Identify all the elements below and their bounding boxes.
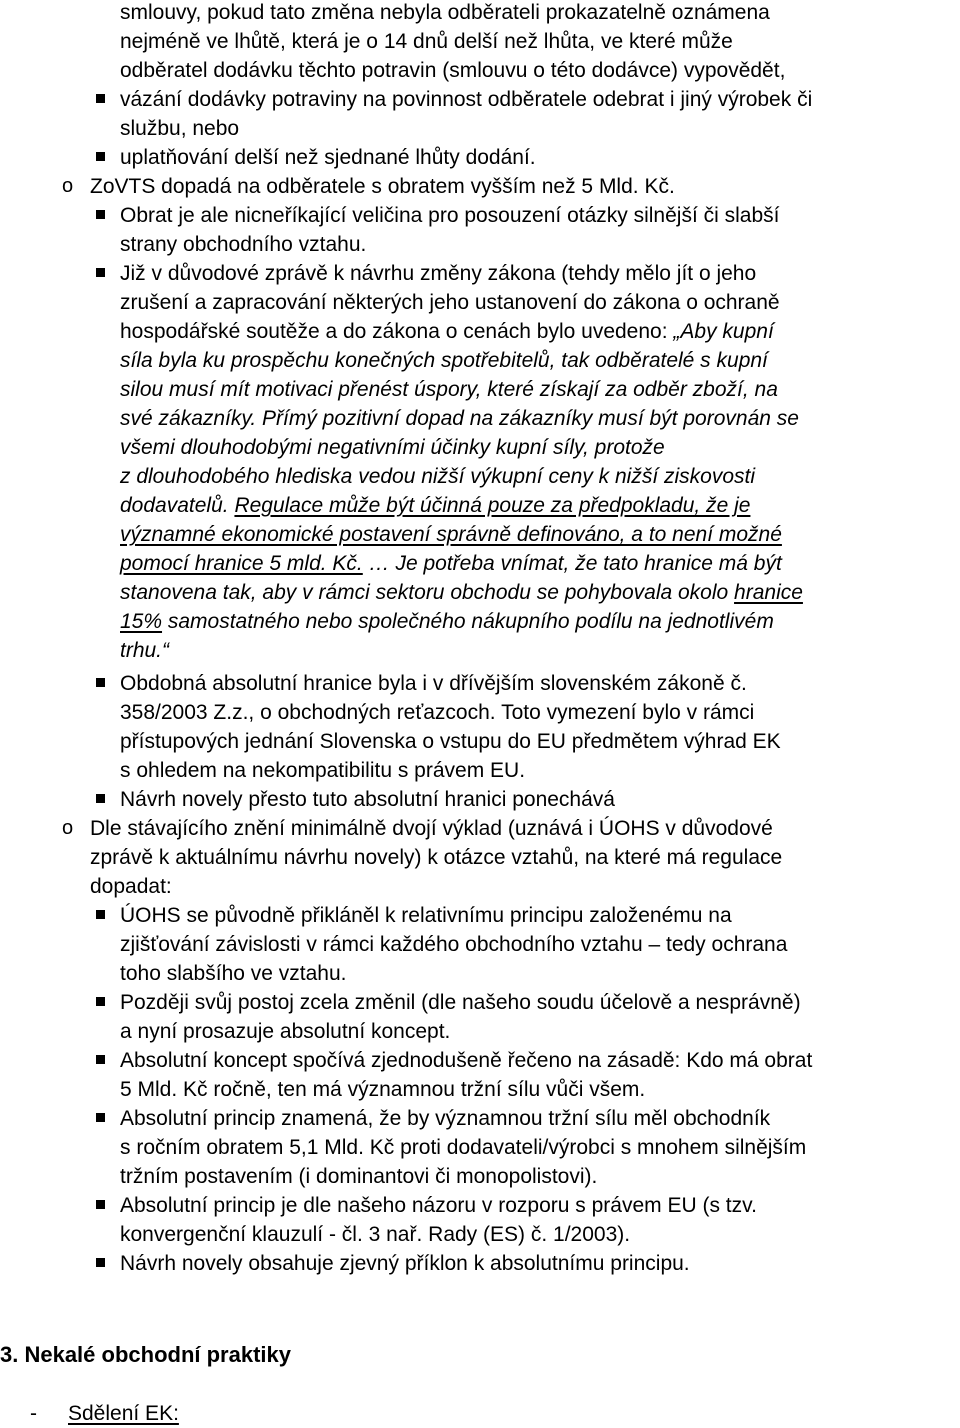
text-line: s ohledem na nekompatibilitu s právem EU. — [120, 759, 526, 782]
circle-bullet-icon: o — [62, 175, 74, 197]
square-bullet-icon — [94, 85, 108, 114]
square-bullet-icon — [94, 1249, 108, 1278]
quote-line — [120, 549, 782, 578]
text-line: dopadat: — [90, 875, 172, 898]
list-item: Již v důvodové zprávě k návrhu změny zákona (tehdy mělo jít o jeho — [120, 262, 757, 285]
square-bullet-icon — [94, 259, 108, 288]
text-line: službu, nebo — [120, 117, 240, 140]
square-bullet-icon — [94, 1104, 108, 1133]
square-bullet-icon — [94, 901, 108, 930]
quote-line: všemi dlouhodobými negativními účinky kupní síly, protože — [120, 436, 665, 459]
text-line: s ročním obratem 5,1 Mld. Kč proti dodavateli/výrobci s mnohem silnějším — [120, 1136, 807, 1159]
dash-bullet-icon: - — [30, 1402, 37, 1425]
text-line: konvergenční klauzulí - čl. 3 nař. Rady (ES) č. 1/2003). — [120, 1223, 631, 1246]
text-line: zrušení a zapracování některých jeho ustanovení do zákona o ochraně — [120, 291, 780, 314]
subsection-label: Sdělení EK: — [68, 1402, 179, 1425]
square-bullet-icon — [94, 143, 108, 172]
list-item: Absolutní princip je dle našeho názoru v rozporu s právem EU (s tzv. — [120, 1194, 757, 1217]
square-bullet-icon — [94, 988, 108, 1017]
quote-line: trhu.“ — [120, 639, 170, 662]
quote-span: Přímý pozitivní dopad na zákazníky musí být porovnán se — [262, 407, 799, 430]
quote-line — [120, 491, 750, 520]
square-bullet-icon — [94, 669, 108, 698]
text-line: přístupových jednání Slovenska o vstupu do EU předmětem výhrad EK — [120, 730, 781, 753]
text-line: nejméně ve lhůtě, která je o 14 dnů delší než lhůta, ve které může — [120, 30, 733, 53]
list-item: Návrh novely přesto tuto absolutní hranici ponechává — [120, 788, 615, 811]
underlined-span: 15% — [120, 610, 163, 633]
list-item: vázání dodávky potraviny na povinnost odběratele odebrat i jiný výrobek či — [120, 88, 813, 111]
quote-span: samostatného nebo společného nákupního podílu na jednotlivém — [162, 610, 774, 633]
list-item: uplatňování delší než sjednané lhůty dodání. — [120, 146, 536, 169]
quote-line: z dlouhodobého hlediska vedou nižší výkupní ceny k nižší ziskovosti — [120, 465, 756, 488]
list-item: Absolutní princip znamená, že by významnou tržní sílu měl obchodník — [120, 1107, 771, 1130]
text-line: zjišťování závislosti v rámci každého obchodního vztahu – tedy ochrana — [120, 933, 788, 956]
text-line: odběratel dodávku těchto potravin (smlouvu o této dodávce) vypovědět, — [120, 59, 786, 82]
quote-span: … Je potřeba vnímat, že tato hranice má být — [362, 552, 782, 575]
text-line — [120, 317, 774, 346]
underlined-quote-line: významné ekonomické postavení správně definováno, a to není možné — [120, 523, 782, 546]
underlined-span: Regulace může být účinná pouze za předpokladu, že je — [234, 494, 751, 517]
quote-line: síla byla ku prospěchu konečných spotřebitelů, tak odběratelé s kupní — [120, 349, 768, 372]
quote-span: „Aby kupní — [673, 320, 774, 343]
quote-line — [120, 404, 799, 433]
text-line: a nyní prosazuje absolutní koncept. — [120, 1020, 451, 1043]
text-span: hospodářské soutěže a do zákona o cenách bylo uvedeno: — [120, 320, 674, 343]
quote-span: své zákazníky. — [120, 407, 262, 430]
list-item: ZoVTS dopadá na odběratele s obratem vyšším než 5 Mld. Kč. — [90, 175, 675, 198]
list-item: Návrh novely obsahuje zjevný příklon k absolutnímu principu. — [120, 1252, 690, 1275]
list-item: Dle stávajícího znění minimálně dvojí výklad (uznává i ÚOHS v důvodové — [90, 817, 773, 840]
quote-line: silou musí mít motivaci přenést úspory, které získají za odběr zboží, na — [120, 378, 778, 401]
text-line: 358/2003 Z.z., o obchodných reťazcoch. Toto vymezení bylo v rámci — [120, 701, 755, 724]
square-bullet-icon — [94, 785, 108, 814]
square-bullet-icon — [94, 201, 108, 230]
text-line: 5 Mld. Kč ročně, ten má významnou tržní sílu vůči všem. — [120, 1078, 646, 1101]
section-heading: 3. Nekalé obchodní praktiky — [0, 1342, 291, 1367]
text-line: smlouvy, pokud tato změna nebyla odběrateli prokazatelně oznámena — [120, 1, 770, 24]
quote-line — [120, 578, 803, 607]
text-line: zprávě k aktuálnímu návrhu novely) k otázce vztahů, na které má regulace — [90, 846, 783, 869]
circle-bullet-icon: o — [62, 817, 74, 839]
list-item: ÚOHS se původně přikláněl k relativnímu principu založenému na — [120, 904, 732, 927]
list-item: Absolutní koncept spočívá zjednodušeně řečeno na zásadě: Kdo má obrat — [120, 1049, 813, 1072]
quote-span: stanovena tak, aby v rámci sektoru obchodu se pohybovala okolo — [120, 581, 735, 604]
list-item: Obrat je ale nicneříkající veličina pro posouzení otázky silnější či slabší — [120, 204, 780, 227]
quote-line — [120, 607, 774, 636]
list-item: Obdobná absolutní hranice byla i v dřívějším slovenském zákoně č. — [120, 672, 747, 695]
underlined-span: hranice — [734, 581, 803, 604]
square-bullet-icon — [94, 1191, 108, 1220]
text-line: tržním postavením (i dominantovi či monopolistovi). — [120, 1165, 598, 1188]
text-line: strany obchodního vztahu. — [120, 233, 367, 256]
underlined-span: pomocí hranice 5 mld. Kč. — [120, 552, 363, 575]
list-item: Později svůj postoj zcela změnil (dle našeho soudu účelově a nesprávně) — [120, 991, 801, 1014]
text-line: toho slabšího ve vztahu. — [120, 962, 347, 985]
square-bullet-icon — [94, 1046, 108, 1075]
quote-span: dodavatelů. — [120, 494, 235, 517]
